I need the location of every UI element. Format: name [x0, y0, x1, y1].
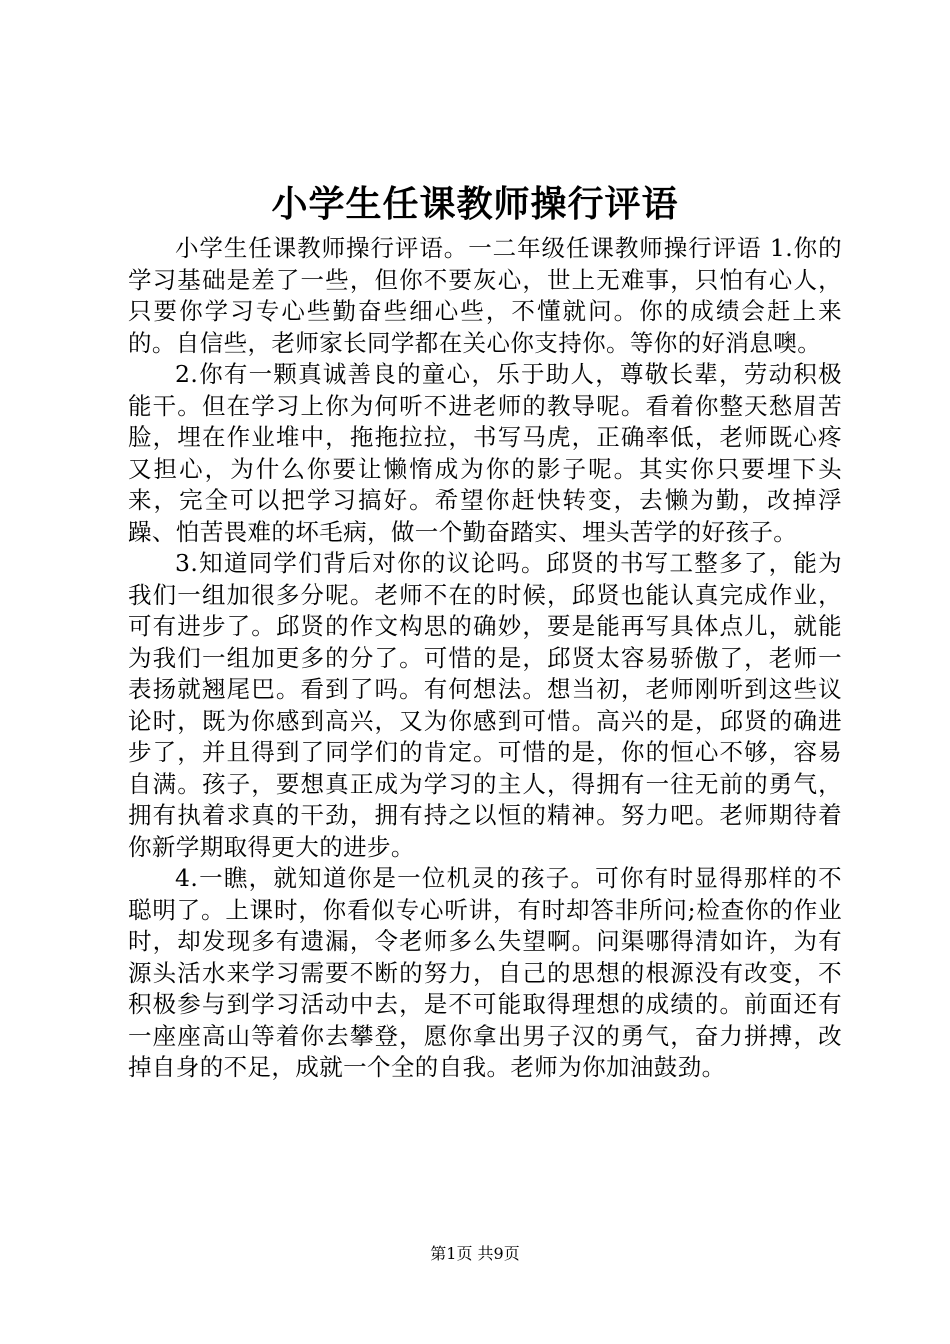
- paragraph-2: 2.你有一颗真诚善良的童心，乐于助人，尊敬长辈，劳动积极能干。但在学习上你为何听不进老师的教导呢。看着你整天愁眉苦脸，埋在作业堆中，拖拖拉拉，书写马虎，正确率低，老师既心疼又担心，为什么你要让懒惰成为你的影子呢。其实你只要埋下头来，完全可以把学习搞好。希望你赶快转变，去懒为勤，改掉浮躁、怕苦畏难的坏毛病，做一个勤奋踏实、埋头苦学的好孩子。: [128, 360, 842, 546]
- paragraph-3: 3.知道同学们背后对你的议论吗。邱贤的书写工整多了，能为我们一组加很多分呢。老师不在的时候，邱贤也能认真完成作业，可有进步了。邱贤的作文构思的确妙，要是能再写具体点儿，就能为我们一组加更多的分了。可惜的是，邱贤太容易骄傲了，老师一表扬就翘尾巴。看到了吗。有何想法。想当初，老师刚听到这些议论时，既为你感到高兴，又为你感到可惜。高兴的是，邱贤的确进步了，并且得到了同学们的肯定。可惜的是，你的恒心不够，容易自满。孩子，要想真正成为学习的主人，得拥有一往无前的勇气，拥有执着求真的干劲，拥有持之以恒的精神。努力吧。老师期待着你新学期取得更大的进步。: [128, 549, 842, 861]
- page-number-footer: 第1页 共9页: [430, 1244, 520, 1263]
- document-body: [128, 233, 842, 1084]
- document-title: 小学生任课教师操行评语: [271, 183, 679, 225]
- paragraph-4: 4.一瞧，就知道你是一位机灵的孩子。可你有时显得那样的不聪明了。上课时，你看似专心听讲，有时却答非所问;检查你的作业时，却发现多有遗漏，令老师多么失望啊。问渠哪得清如许，为有源头活水来学习需要不断的努力，自己的思想的根源没有改变，不积极参与到学习活动中去，是不可能取得理想的成绩的。前面还有一座座高山等着你去攀登，愿你拿出男子汉的勇气，奋力拼搏，改掉自身的不足，成就一个全的自我。老师为你加油鼓劲。: [128, 864, 842, 1081]
- paragraph-1: 小学生任课教师操行评语。一二年级任课教师操行评语 1.你的学习基础是差了一些，但你不要灰心，世上无难事，只怕有心人，只要你学习专心些勤奋些细心些，不懂就问。你的成绩会赶上来的。自信些，老师家长同学都在关心你支持你。等你的好消息噢。: [128, 234, 842, 357]
